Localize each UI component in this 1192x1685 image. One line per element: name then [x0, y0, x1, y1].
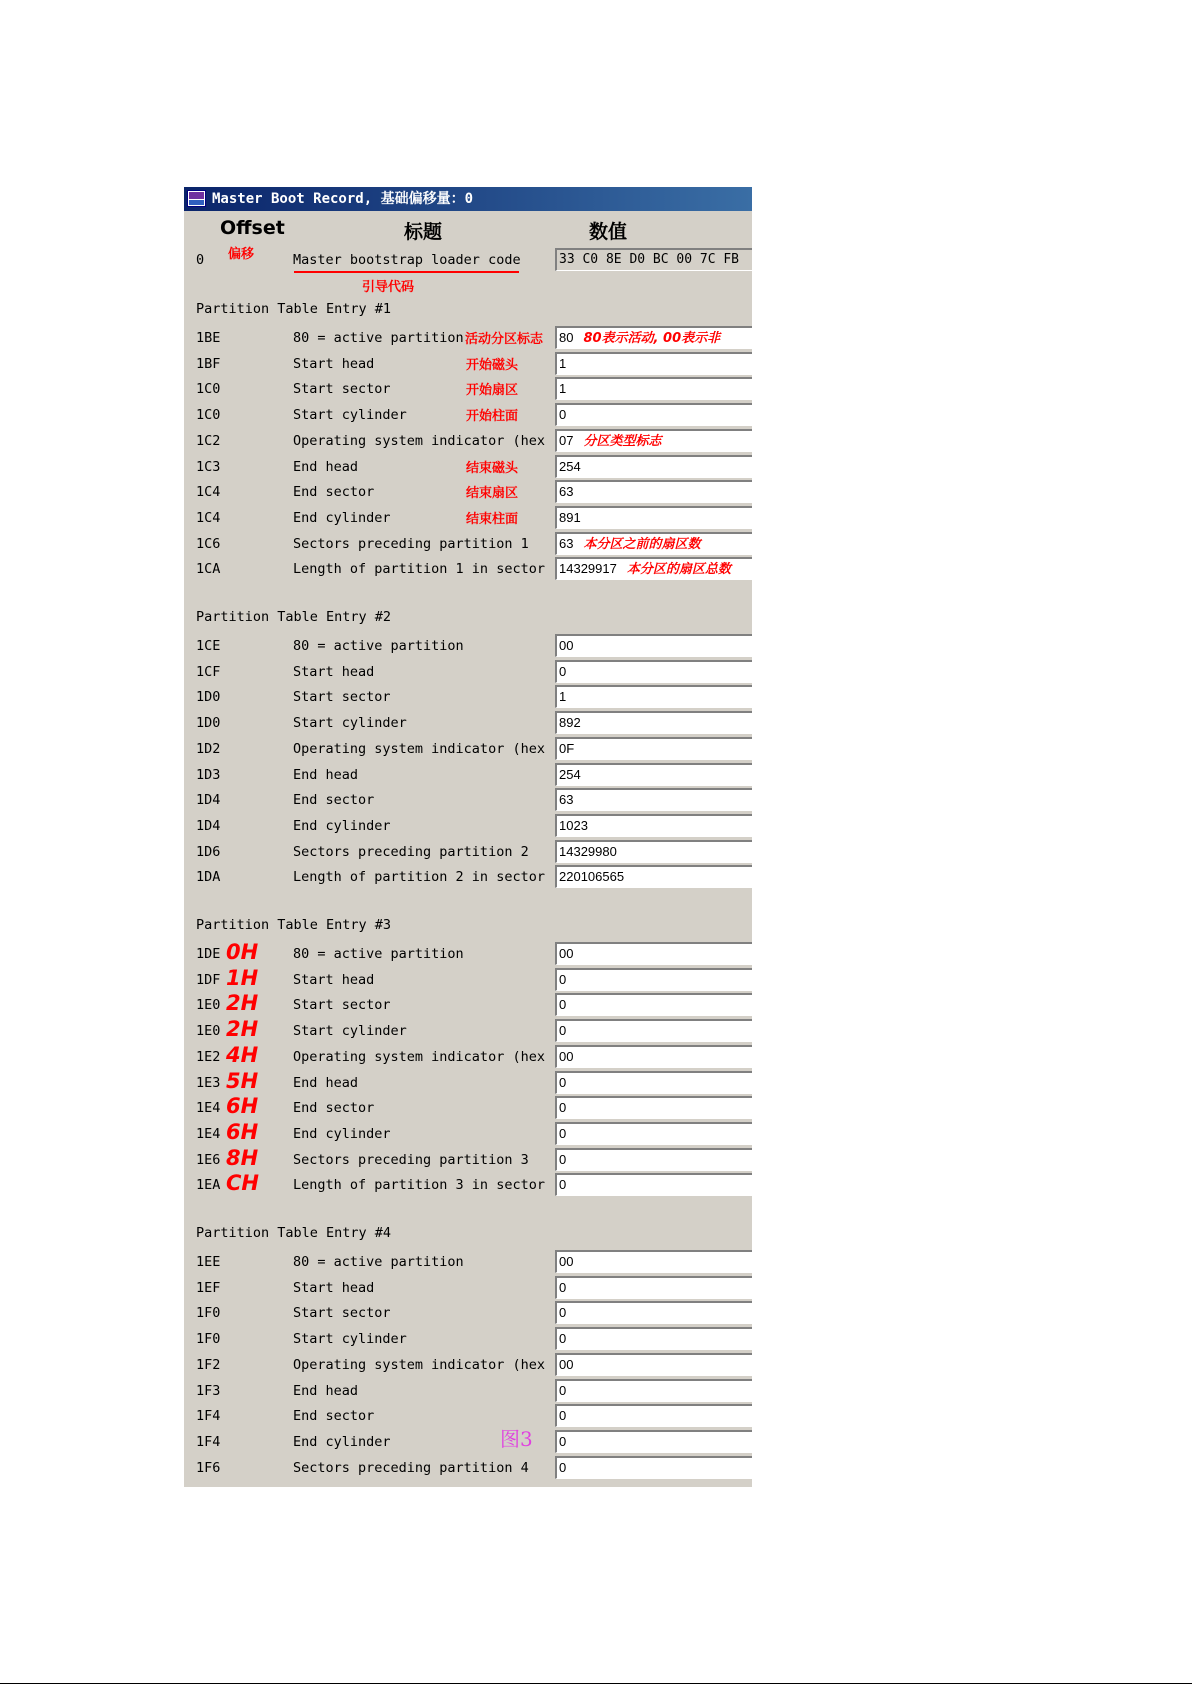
field-row	[184, 659, 752, 685]
field-row	[184, 1249, 752, 1275]
field-row	[184, 505, 752, 531]
value-text: 0	[559, 664, 567, 679]
offset-cell: 1E6	[196, 1152, 221, 1168]
field-annotation: 开始磁头	[466, 358, 519, 373]
value-field[interactable]	[555, 557, 752, 580]
value-field[interactable]	[555, 1301, 752, 1324]
value-field[interactable]	[555, 1045, 752, 1068]
byte-offset-annotation: 4H	[226, 1043, 259, 1067]
title-cell: Master bootstrap loader code	[293, 252, 521, 268]
value-field[interactable]	[555, 326, 752, 349]
value-field[interactable]	[555, 865, 752, 888]
offset-cell: 1CA	[196, 561, 221, 577]
byte-offset-annotation: 2H	[226, 1017, 259, 1041]
offset-annotation: 偏移	[228, 247, 255, 262]
field-row	[184, 454, 752, 480]
value-text: 0	[559, 1408, 567, 1423]
field-row	[184, 684, 752, 710]
offset-cell: 1D0	[196, 715, 221, 731]
field-annotation: 结束磁头	[466, 461, 519, 476]
field-row	[184, 1326, 752, 1352]
field-row	[184, 1018, 752, 1044]
value-field[interactable]	[555, 737, 752, 760]
field-row	[184, 479, 752, 505]
value-field[interactable]	[555, 1430, 752, 1453]
value-text: 254	[559, 767, 581, 782]
value-field[interactable]	[555, 429, 752, 452]
field-row	[184, 710, 752, 736]
offset-cell: 1CE	[196, 638, 221, 654]
offset-cell: 1CF	[196, 664, 221, 680]
title-cell: 80 = active partition	[293, 638, 464, 654]
offset-cell: 1E2	[196, 1049, 221, 1065]
field-annotation: 结束扇区	[466, 486, 519, 501]
figure-label: 图3	[500, 1427, 533, 1451]
title-cell: End cylinder	[293, 1434, 391, 1450]
value-field[interactable]: 33 C0 8E D0 BC 00 7C FB	[555, 248, 752, 271]
title-cell: Start sector	[293, 689, 391, 705]
offset-column-header: Offset	[220, 217, 285, 239]
offset-cell: 1DE	[196, 946, 221, 962]
value-text: 0	[559, 407, 567, 422]
field-row	[184, 813, 752, 839]
title-cell: Length of partition 2 in sector	[293, 869, 545, 885]
value-text: 891	[559, 510, 581, 525]
offset-cell: 0	[196, 252, 205, 268]
title-cell: End head	[293, 767, 359, 783]
field-row	[184, 1121, 752, 1147]
field-row	[184, 1044, 752, 1070]
offset-cell: 1F0	[196, 1331, 221, 1347]
offset-cell: 1E0	[196, 1023, 221, 1039]
offset-cell: 1F4	[196, 1434, 221, 1450]
offset-cell: 1E3	[196, 1075, 221, 1091]
offset-cell: 1DA	[196, 869, 221, 885]
value-field[interactable]	[555, 634, 752, 657]
field-row	[184, 556, 752, 582]
value-field[interactable]	[555, 455, 752, 478]
value-text: 0	[559, 1434, 567, 1449]
offset-cell: 1EE	[196, 1254, 221, 1270]
title-cell: End head	[293, 1383, 359, 1399]
value-field[interactable]	[555, 1327, 752, 1350]
offset-cell: 1D3	[196, 767, 221, 783]
value-field[interactable]	[555, 660, 752, 683]
value-field[interactable]	[555, 1148, 752, 1171]
title-cell: End sector	[293, 484, 375, 500]
offset-cell: 1F0	[196, 1305, 221, 1321]
title-cell: Start head	[293, 356, 375, 372]
title-cell: Operating system indicator (hex	[293, 433, 545, 449]
field-row	[184, 1070, 752, 1096]
offset-cell: 1D4	[196, 792, 221, 808]
field-annotation: 开始扇区	[466, 383, 519, 398]
value-field[interactable]	[555, 763, 752, 786]
value-text: 63	[559, 536, 574, 551]
offset-cell: 1C0	[196, 407, 221, 423]
title-cell: Start head	[293, 1280, 375, 1296]
value-text: 07	[559, 433, 574, 448]
value-field[interactable]	[555, 1353, 752, 1376]
offset-cell: 1C6	[196, 536, 221, 552]
value-text: 0	[559, 1152, 567, 1167]
offset-cell: 1F3	[196, 1383, 221, 1399]
title-cell: Start sector	[293, 381, 391, 397]
field-row	[184, 992, 752, 1018]
field-row	[184, 762, 752, 788]
title-cell: 80 = active partition	[293, 330, 464, 346]
title-cell: End sector	[293, 1100, 375, 1116]
value-text: 0	[559, 1100, 567, 1115]
title-cell: Operating system indicator (hex	[293, 1357, 545, 1373]
offset-cell: 1EF	[196, 1280, 221, 1296]
title-column-header: 标题	[404, 221, 443, 243]
value-text: 0	[559, 1460, 567, 1475]
title-cell: Start head	[293, 972, 375, 988]
offset-cell: 1E0	[196, 997, 221, 1013]
hex-editor-icon	[187, 190, 206, 207]
offset-cell: 1C2	[196, 433, 221, 449]
field-annotation: 活动分区标志	[465, 332, 544, 347]
title-bar[interactable]	[184, 187, 752, 211]
field-row	[184, 1147, 752, 1173]
value-text: 0	[559, 972, 567, 987]
byte-offset-annotation: 1H	[226, 966, 259, 990]
value-annotation: 本分区的扇区总数	[626, 562, 731, 577]
title-cell: Start head	[293, 664, 375, 680]
partition-entry-heading: Partition Table Entry #1	[196, 301, 392, 317]
partition-entry-heading: Partition Table Entry #4	[196, 1225, 392, 1241]
title-cell: Start cylinder	[293, 1331, 407, 1347]
value-text: 1023	[559, 818, 588, 833]
title-cell: Length of partition 1 in sector	[293, 561, 545, 577]
value-field[interactable]	[555, 685, 752, 708]
window-title: Master Boot Record, 基础偏移量：0	[212, 191, 474, 207]
value-text: 00	[559, 946, 574, 961]
field-row	[184, 1429, 752, 1455]
field-row	[184, 941, 752, 967]
value-field[interactable]	[555, 1404, 752, 1427]
mbr-template-window	[184, 187, 752, 1487]
field-row	[184, 1095, 752, 1121]
title-cell: End cylinder	[293, 1126, 391, 1142]
title-cell: End sector	[293, 1408, 375, 1424]
loader-code-underline	[294, 271, 519, 273]
offset-cell: 1BF	[196, 356, 221, 372]
field-row	[184, 351, 752, 377]
offset-cell: 1F6	[196, 1460, 221, 1476]
title-cell: Operating system indicator (hex	[293, 741, 545, 757]
value-field[interactable]	[555, 840, 752, 863]
title-cell: End head	[293, 1075, 359, 1091]
byte-offset-annotation: 0H	[226, 940, 259, 964]
field-row	[184, 787, 752, 813]
field-row	[184, 1352, 752, 1378]
offset-cell: 1E4	[196, 1126, 221, 1142]
value-field[interactable]	[555, 532, 752, 555]
field-row	[184, 531, 752, 557]
offset-cell: 1C0	[196, 381, 221, 397]
field-row	[184, 864, 752, 890]
value-text: 0F	[559, 741, 575, 756]
title-cell: End head	[293, 459, 359, 475]
offset-cell: 1DF	[196, 972, 221, 988]
field-row	[184, 736, 752, 762]
title-cell: Sectors preceding partition 4	[293, 1460, 529, 1476]
value-field[interactable]	[555, 1379, 752, 1402]
value-text: 0	[559, 1383, 567, 1398]
field-row	[184, 633, 752, 659]
value-text: 63	[559, 484, 574, 499]
field-row	[184, 1300, 752, 1326]
value-field[interactable]	[555, 1096, 752, 1119]
value-text: 254	[559, 459, 581, 474]
offset-cell: 1C4	[196, 484, 221, 500]
title-cell: 80 = active partition	[293, 1254, 464, 1270]
value-field[interactable]	[555, 506, 752, 529]
title-cell: Start sector	[293, 997, 391, 1013]
value-text: 0	[559, 1305, 567, 1320]
value-text: 80	[559, 330, 574, 345]
value-field[interactable]	[555, 993, 752, 1016]
title-cell: Sectors preceding partition 3	[293, 1152, 529, 1168]
field-annotation: 结束柱面	[466, 512, 519, 527]
value-field[interactable]	[555, 942, 752, 965]
field-row	[184, 376, 752, 402]
value-field[interactable]	[555, 1019, 752, 1042]
byte-offset-annotation: 6H	[226, 1120, 259, 1144]
offset-cell: 1E4	[196, 1100, 221, 1116]
value-text: 0	[559, 1023, 567, 1038]
value-field[interactable]	[555, 1071, 752, 1094]
value-text: 892	[559, 715, 581, 730]
byte-offset-annotation: 2H	[226, 991, 259, 1015]
value-field[interactable]	[555, 1122, 752, 1145]
value-field[interactable]	[555, 377, 752, 400]
partition-entry-heading: Partition Table Entry #3	[196, 917, 392, 933]
value-annotation: 分区类型标志	[583, 434, 662, 449]
field-row	[184, 1403, 752, 1429]
field-row	[184, 1455, 752, 1481]
value-annotation: 80表示活动, 00表示非	[583, 331, 721, 346]
title-cell: 80 = active partition	[293, 946, 464, 962]
byte-offset-annotation: 8H	[226, 1146, 259, 1170]
value-field[interactable]	[555, 1250, 752, 1273]
field-row	[184, 325, 752, 351]
field-row	[184, 1172, 752, 1198]
value-field[interactable]	[555, 711, 752, 734]
value-text: 0	[559, 1331, 567, 1346]
value-text: 1	[559, 356, 567, 371]
value-field[interactable]	[555, 352, 752, 375]
field-row	[184, 967, 752, 993]
title-cell: Start sector	[293, 1305, 391, 1321]
offset-cell: 1C3	[196, 459, 221, 475]
value-field[interactable]	[555, 480, 752, 503]
offset-cell: 1D2	[196, 741, 221, 757]
value-text: 0	[559, 1280, 567, 1295]
page-divider	[0, 1683, 1192, 1684]
title-cell: Start cylinder	[293, 715, 407, 731]
title-cell: Start cylinder	[293, 407, 407, 423]
value-text: 0	[559, 1126, 567, 1141]
title-cell: End sector	[293, 792, 375, 808]
value-text: 00	[559, 1357, 574, 1372]
value-field[interactable]	[555, 1456, 752, 1479]
offset-cell: 1C4	[196, 510, 221, 526]
value-text: 00	[559, 638, 574, 653]
byte-offset-annotation: 6H	[226, 1094, 259, 1118]
field-row	[184, 839, 752, 865]
value-field[interactable]	[555, 968, 752, 991]
mbr-loader-row	[184, 247, 752, 273]
title-cell: Length of partition 3 in sector	[293, 1177, 545, 1193]
value-field[interactable]	[555, 1173, 752, 1196]
field-row	[184, 1378, 752, 1404]
value-text: 0	[559, 1075, 567, 1090]
value-text: 63	[559, 792, 574, 807]
offset-cell: 1D6	[196, 844, 221, 860]
value-text: 14329980	[559, 844, 617, 859]
value-text: 1	[559, 381, 567, 396]
value-text: 0	[559, 1177, 567, 1192]
value-text: 0	[559, 997, 567, 1012]
offset-cell: 1F2	[196, 1357, 221, 1373]
partition-entry-heading: Partition Table Entry #2	[196, 609, 392, 625]
value-text: 14329917	[559, 561, 617, 576]
value-text: 220106565	[559, 869, 625, 884]
offset-cell: 1F4	[196, 1408, 221, 1424]
title-cell: Operating system indicator (hex	[293, 1049, 545, 1065]
title-cell: Sectors preceding partition 1	[293, 536, 529, 552]
field-row	[184, 402, 752, 428]
loader-code-annotation: 引导代码	[362, 280, 415, 295]
value-field[interactable]	[555, 1276, 752, 1299]
offset-cell: 1EA	[196, 1177, 221, 1193]
offset-cell: 1D0	[196, 689, 221, 705]
value-column-header: 数值	[589, 221, 628, 243]
field-row	[184, 428, 752, 454]
title-cell: End cylinder	[293, 818, 391, 834]
value-text: 00	[559, 1254, 574, 1269]
value-field[interactable]	[555, 403, 752, 426]
field-annotation: 开始柱面	[466, 409, 519, 424]
title-cell: Sectors preceding partition 2	[293, 844, 529, 860]
byte-offset-annotation: 5H	[226, 1069, 259, 1093]
title-cell: Start cylinder	[293, 1023, 407, 1039]
value-annotation: 本分区之前的扇区数	[583, 537, 701, 552]
offset-cell: 1BE	[196, 330, 221, 346]
field-row	[184, 1275, 752, 1301]
byte-offset-annotation: CH	[226, 1171, 259, 1195]
value-field[interactable]	[555, 814, 752, 837]
value-field[interactable]	[555, 788, 752, 811]
value-text: 1	[559, 689, 567, 704]
offset-cell: 1D4	[196, 818, 221, 834]
title-cell: End cylinder	[293, 510, 391, 526]
value-text: 00	[559, 1049, 574, 1064]
